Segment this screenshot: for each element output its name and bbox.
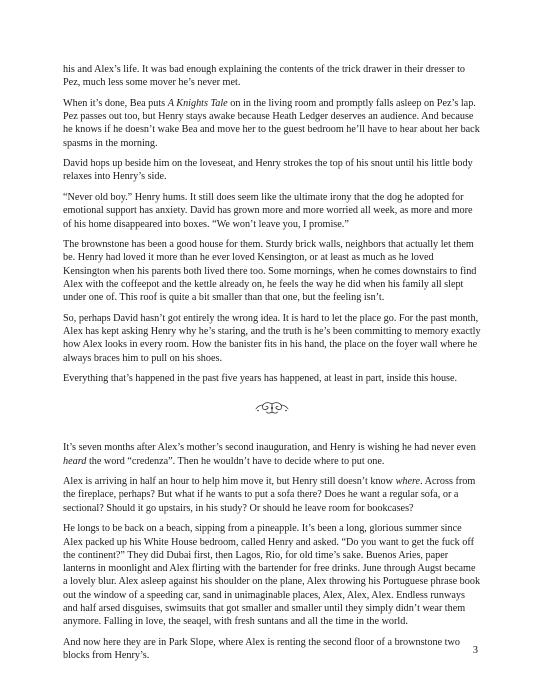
paragraph — [63, 191, 481, 231]
paragraph — [63, 475, 481, 515]
text-run: the word “credenza”. Then he wouldn’t have to decide where to put one. — [86, 455, 385, 467]
page-number: 3 — [472, 645, 478, 656]
text-run: his and Alex’s life. It was bad enough explaining the contents of the trick drawer in their dresser to Pez, much less some mover he’s never met. — [63, 64, 466, 89]
text-run: He longs to be back on a beach, sipping from a pineapple. It’s been a long, glorious summer since Alex packed up his White House bedroom, called Henry and asked. “Do you want to get the fuck off the continent?” They did Dubai first, then Lagos, Rio, for old time’s sake. Buenos Aries, paper lanterns in moonlight and Alex flirting with the bartender for free drinks. June through Augst became a lovely blur. Alex asleep against his shoulder on the plane, Alex throwing his Portuguese phrase book out the window of a speeding car, sand in unimaginable places, Alex, Alex, Alex. Endless runways and half arsed disguises, swimsuits that got smaller and smaller until they simply didn’t wear them anymore. Falling in love, the seaqel, with fresh suntans and all the time in the world. — [63, 523, 481, 628]
paragraph — [63, 63, 481, 90]
italic-text: A Knights Tale — [167, 97, 228, 109]
body-text — [63, 63, 481, 670]
paragraph — [63, 97, 481, 150]
paragraph — [63, 157, 481, 184]
text-run: Everything that’s happened in the past five years has happened, at least in part, inside this house. — [63, 373, 458, 385]
section-break-ornament-icon — [63, 399, 481, 417]
italic-text: heard — [63, 455, 87, 467]
paragraph — [63, 312, 481, 365]
paragraph — [63, 441, 481, 468]
paragraph — [63, 522, 481, 628]
text-run: So, perhaps David hasn’t got entirely the wrong idea. It is hard to let the place go. For the past month, Alex has kept asking Henry why he’s staring, and the truth is he’s been committing to memory exactly how Alex looks in every room. How the banister fits in his hand, the place on the foyer wall where he always braces him to pull on his shoes. — [63, 312, 481, 364]
paragraph — [63, 372, 481, 385]
text-run: on in the living room and promptly falls asleep on Pez’s lap. Pez passes out too, but Henry stays awake because Heath Ledger deserves an audience. And because he knows if he doesn’t wake Bea and move her to the guest bedroom he’ll have to hear about her back spasms in the morning. — [63, 97, 480, 149]
section-before-break — [63, 63, 481, 385]
paragraph — [63, 636, 481, 663]
italic-text: where — [395, 476, 421, 488]
text-run: And now here they are in Park Slope, where Alex is renting the second floor of a brownstone two blocks from Henry’s. — [63, 636, 460, 662]
text-run: “Never old boy.” Henry hums. It still does seem like the ultimate irony that the dog he adopted for emotional support has anxiety. David has grown more and more worried all week, as more and more of his home disappeared into boxes. “We won’t leave you, I promise.” — [63, 191, 473, 230]
paragraph — [63, 238, 481, 304]
text-run: It’s seven months after Alex’s mother’s second inauguration, and Henry is wishing he had never even — [63, 442, 476, 454]
text-run: David hops up beside him on the loveseat, and Henry strokes the top of his snout until his little body relaxes into Henry’s side. — [63, 158, 473, 183]
text-run: Alex is arriving in half an hour to help him move it, but Henry still doesn’t know — [63, 476, 396, 488]
text-run: The brownstone has been a good house for them. Sturdy brick walls, neighbors that actually let them be. Henry had loved it more than he ever loved Kensington, or at least as much as he loved Kensington when his parents both lived there too. Some mornings, when he comes downstairs to find Alex with the coffeepot and the kettle already on, he feels the way he did when his family all slept under one of. This roof is quite a bit smaller than that one, but the feeling isn’t. — [63, 239, 477, 304]
text-run: . Across from the fireplace, perhaps? But what if he wants to put a sofa there? Does he want a regular sofa, or a sectional? Should it go upstairs, in his study? Or should he leave room for bookcases? — [63, 476, 476, 514]
section-after-break — [63, 441, 481, 662]
text-run: When it’s done, Bea puts — [63, 97, 168, 109]
